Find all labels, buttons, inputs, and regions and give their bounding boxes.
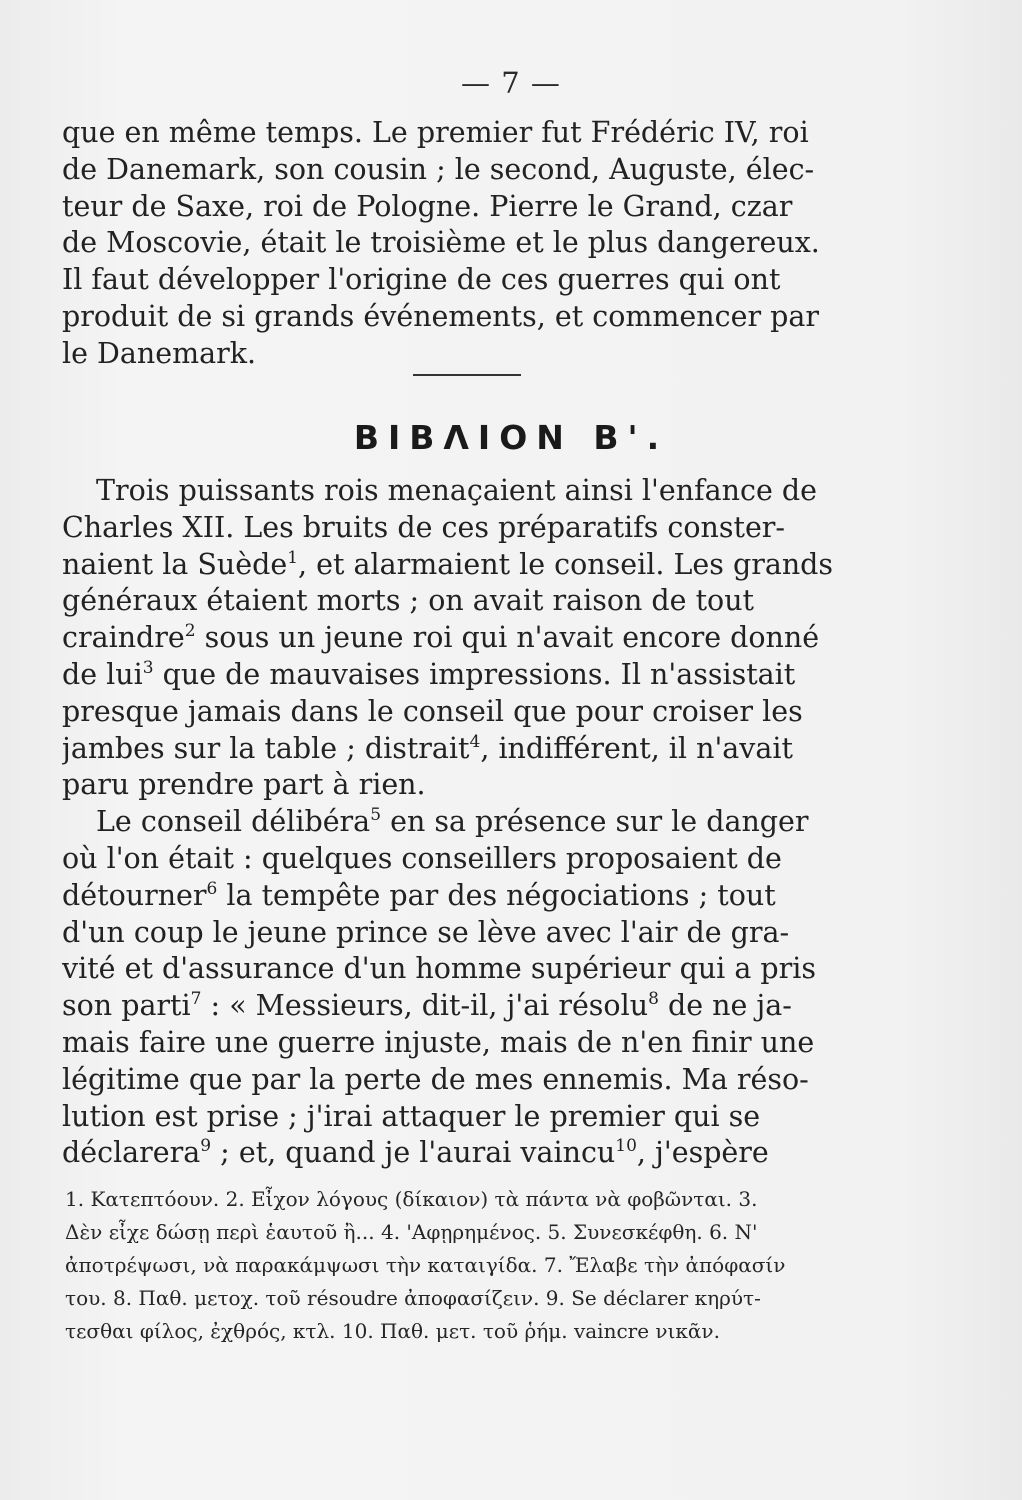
footnote-ref: 7 [190,989,202,1010]
section-divider [413,374,521,376]
text-line: presque jamais dans le conseil que pour croiser les [62,694,803,728]
text-line: jambes sur la table ; distrait$^4$, indifférent, il n'avait [62,731,793,765]
text-line: lution est prise ; j'irai attaquer le premier qui se [62,1099,761,1133]
text-line: craindre$^2$ sous un jeune roi qui n'avait encore donné [62,621,820,655]
text-line: Il faut développer l'origine de ces guerres qui ont [62,263,781,297]
text-line: le Danemark. [62,336,257,370]
page-number: — 7 — [461,66,561,100]
text-line: paru prendre part à rien. [62,768,426,802]
footnote-ref: 6 [206,878,218,899]
text-line: produit de si grands événements, et commencer par [62,299,820,333]
footnote-ref: 9 [200,1136,212,1157]
text-line: légitime que par la perte de mes ennemis. Ma réso- [62,1062,809,1096]
footnote-ref: 5 [370,805,382,826]
footnote-line: ἀποτρέψωσι, νὰ παρακάμψωσι τὴν καταιγίδα. 7. Ἔλαβε τὴν ἀπόφασίν [65,1253,786,1277]
text-line: de Danemark, son cousin ; le second, Auguste, élec- [62,152,815,186]
footnotes [65,1183,858,1348]
footnote-ref: 10 [615,1136,637,1157]
text-line: naient la Suède$^1$, et alarmaient le conseil. Les grands [62,547,834,581]
text-line: de lui$^3$ que de mauvaises impressions. Il n'assistait [62,657,796,691]
text-line: déclarera$^9$ ; et, quand je l'aurai vaincu$^{10}$, j'espère [62,1136,769,1170]
footnote-ref: 1 [287,547,299,568]
footnote-ref: 3 [142,657,154,678]
chapter-heading: BIBΛION B'. [353,418,669,457]
text-line: mais faire une guerre injuste, mais de n'en finir une [62,1025,815,1059]
text-line: que en même temps. Le premier fut Frédéric IV, roi [62,116,809,149]
footnote-ref: 4 [469,731,481,752]
footnote-ref: 8 [648,989,659,1010]
footnote-ref: 2 [184,621,196,642]
text-line: où l'on était : quelques conseillers proposaient de [62,841,782,875]
text-line: vité et d'assurance d'un homme supérieur qui a pris [62,952,817,986]
text-line: son parti$^7$ : « Messieurs, dit-il, j'ai résolu$^8$ de ne ja- [62,989,792,1023]
text-line: détourner$^6$ la tempête par des négociations ; tout [62,878,776,912]
text-line: d'un coup le jeune prince se lève avec l'air de gra- [62,915,790,949]
footnote-line: τεσθαι φίλος, ἐχθρός, κτλ. 10. Παθ. μετ. τοῦ ῥήμ. vaincre νικᾶν. [65,1319,720,1343]
text-line: Le conseil délibéra$^5$ en sa présence sur le danger [96,805,809,839]
footnote-line: Δὲν εἶχε δώσῃ περὶ ἑαυτοῦ ἢ... 4. 'Αφῃρημένος. 5. Συνεσκέφθη. 6. Ν' [65,1220,758,1244]
footnote-line: 1. Κατεπτόουν. 2. Εἶχον λόγους (δίκαιον) τὰ πάντα νὰ φοβῶνται. 3. [65,1187,758,1211]
footnote-line: του. 8. Παθ. μετοχ. τοῦ résoudre ἀποφασίζειν. 9. Se déclarer κηρύτ- [65,1286,761,1310]
text-line: Charles XII. Les bruits de ces préparatifs conster- [62,510,786,544]
text-line: Trois puissants rois menaçaient ainsi l'enfance de [96,474,817,507]
text-line: généraux étaient morts ; on avait raison de tout [62,584,755,618]
top-paragraph [62,115,858,373]
text-line: de Moscovie, était le troisième et le plus dangereux. [62,226,820,260]
main-text [62,473,858,1172]
text-line: teur de Saxe, roi de Pologne. Pierre le Grand, czar [62,189,793,223]
